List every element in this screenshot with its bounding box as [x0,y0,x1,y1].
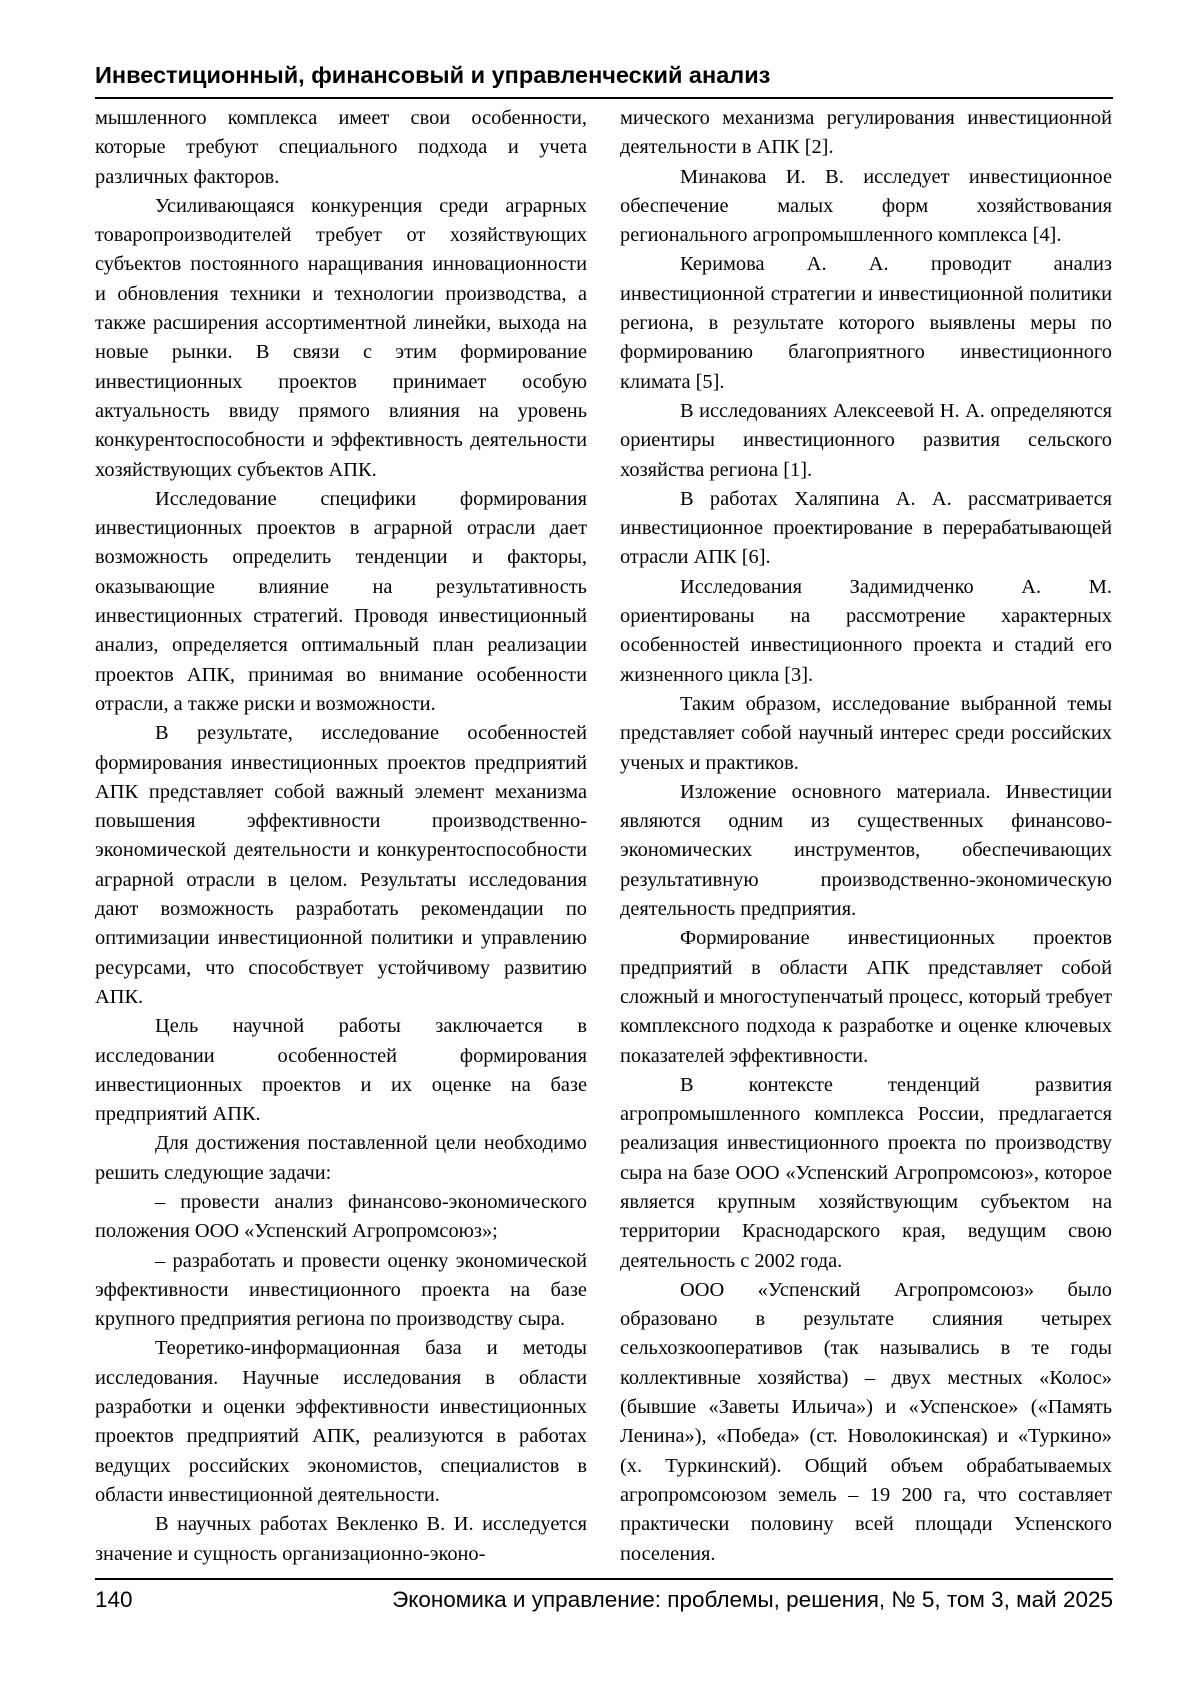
paragraph: В научных работах Векленко В. И. исследуется значение и сущность организационно-эконо- [95,1510,587,1569]
list-item: – разработать и провести оценку экономической эффективности инвестиционного проекта на базе крупного предприятия региона по производству сыра. [95,1247,587,1335]
paragraph: ООО «Успенский Агропромсоюз» было образовано в результате слияния четырех сельхозкооперативов (так назывались в те годы коллективные хозяйства) – двух местных «Колос» (бывшие «Заветы Ильича») и «Успенское» («Память Ленина»), «Победа» (ст. Новолокинская) и «Туркино» (х. Туркинский). Общий объем обрабатываемых агропромсоюзом земель – 19 200 га, что составляет практически половину всей площади Успенского поселения. [620,1276,1112,1569]
footer-rule [95,1578,1113,1580]
right-column [620,104,1112,1574]
paragraph: Формирование инвестиционных проектов предприятий в области АПК представляет собой сложный и многоступенчатый процесс, который требует комплексного подхода к разработке и оценке ключевых показателей эффективности. [620,924,1112,1070]
paragraph: Для достижения поставленной цели необходимо решить следующие задачи: [95,1129,587,1188]
page-number: 140 [95,1587,133,1613]
paragraph: Теоретико-информационная база и методы исследования. Научные исследования в области разработки и оценки эффективности инвестиционных проектов предприятий АПК, реализуются в работах ведущих российских экономистов, специалистов в области инвестиционной деятельности. [95,1334,587,1510]
header-rule [95,97,1113,99]
paragraph: В контексте тенденций развития агропромышленного комплекса России, предлагается реализация инвестиционного проекта по производству сыра на базе ООО «Успенский Агропромсоюз», которое является крупным хозяйствующим субъектом на территории Краснодарского края, ведущим свою деятельность с 2002 года. [620,1071,1112,1276]
running-header: Инвестиционный, финансовый и управленческий анализ [95,62,1115,89]
journal-page [0,0,1200,1698]
left-column [95,104,587,1574]
paragraph: Усиливающаяся конкуренция среди аграрных товаропроизводителей требует от хозяйствующих субъектов постоянного наращивания инновационности и обновления техники и технологии производства, а также расширения ассортиментной линейки, выхода на новые рынки. В связи с этим формирование инвестиционных проектов принимает особую актуальность ввиду прямого влияния на уровень конкурентоспособности и эффективность деятельности хозяйствующих субъектов АПК. [95,192,587,485]
list-item: – провести анализ финансово-экономического положения ООО «Успенский Агропромсоюз»; [95,1188,587,1247]
page-footer [95,1587,1113,1621]
paragraph: Исследование специфики формирования инвестиционных проектов в аграрной отрасли дает возможность определить тенденции и факторы, оказывающие влияние на результативность инвестиционных стратегий. Проводя инвестиционный анализ, определяется оптимальный план реализации проектов АПК, принимая во внимание особенности отрасли, а также риски и возможности. [95,485,587,719]
paragraph: В исследованиях Алексеевой Н. А. определяются ориентиры инвестиционного развития сельского хозяйства региона [1]. [620,397,1112,485]
paragraph [620,1569,1112,1574]
paragraph: Цель научной работы заключается в исследовании особенностей формирования инвестиционных проектов и их оценке на базе предприятий АПК. [95,1012,587,1129]
journal-title: Экономика и управление: проблемы, решения, № 5, том 3, май 2025 [392,1587,1113,1613]
paragraph: Исследования Задимидченко А. М. ориентированы на рассмотрение характерных особенностей инвестиционного проекта и стадий его жизненного цикла [3]. [620,573,1112,690]
paragraph: Таким образом, исследование выбранной темы представляет собой научный интерес среди российских ученых и практиков. [620,690,1112,778]
section-heading-paragraph: Изложение основного материала. Инвестиции являются одним из существенных финансово-экономических инструментов, обеспечивающих результативную производственно-экономическую деятельность предприятия. [620,778,1112,924]
paragraph: Минакова И. В. исследует инвестиционное обеспечение малых форм хозяйствования регионального агропромышленного комплекса [4]. [620,163,1112,251]
paragraph: Керимова А. А. проводит анализ инвестиционной стратегии и инвестиционной политики региона, в результате которого выявлены меры по формированию благоприятного инвестиционного климата [5]. [620,250,1112,396]
paragraph: В результате, исследование особенностей формирования инвестиционных проектов предприятий АПК представляет собой важный элемент механизма повышения эффективности производственно-экономической деятельности и конкурентоспособности аграрной отрасли в целом. Результаты исследования дают возможность разработать рекомендации по оптимизации инвестиционной политики и управлению ресурсами, что способствует устойчивому развитию АПК. [95,719,587,1012]
paragraph: мышленного комплекса имеет свои особенности, которые требуют специального подхода и учета различных факторов. [95,104,587,192]
paragraph: В работах Халяпина А. А. рассматривается инвестиционное проектирование в перерабатывающей отрасли АПК [6]. [620,485,1112,573]
paragraph: мического механизма регулирования инвестиционной деятельности в АПК [2]. [620,104,1112,163]
